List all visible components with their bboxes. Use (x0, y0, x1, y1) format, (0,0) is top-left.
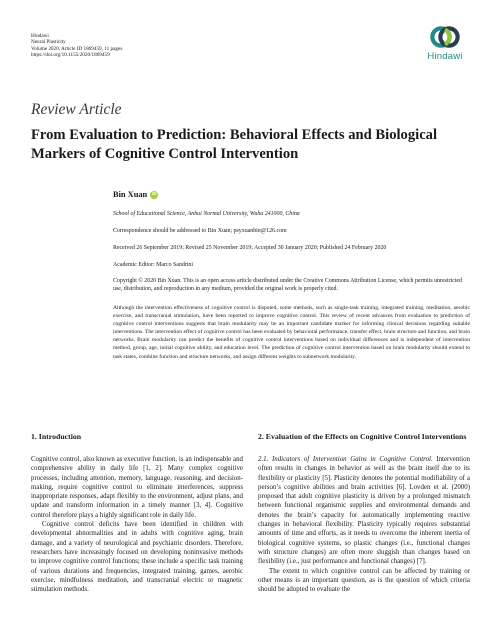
hindawi-logo-icon (430, 25, 460, 49)
section-heading-introduction: 1. Introduction (31, 432, 82, 441)
publication-dates: Received 26 September 2019; Revised 25 November 2019; Accepted 30 January 2020; Published 24 February 2020 (113, 245, 387, 251)
author-line (113, 190, 158, 199)
copyright-notice: Copyright © 2020 Bin Xuan. This is an open access article distributed under the Creative Commons Attribution License, which permits unrestricted use, distribution, and reproduction in any medium, provided the original work is properly cited. (113, 278, 462, 293)
volume-info: Volume 2020, Article ID 1869459, 11 pages (31, 45, 123, 52)
doi-link[interactable]: https://doi.org/10.1155/2020/1869459 (31, 51, 110, 58)
body-text: Intervention often results in changes in behavior as well as the brain itself due to its flexibility or plasticity [5]. Plasticity denotes the potential modifiability of a person’s cognitive abilities and brain activities [6]. Lovden et al. (2000) proposed that adult cognitive plasticity is driven by a prolonged mismatch between functional organismic supplies and environmental demands and denotes the brain’s capacity for automatically implementing reactive changes in behavioral flexibility. Plasticity typically requires substantial amounts of time and efforts, as it needs to overcome the inherent inertia of biological cognitive systems, so plastic changes (i.e., functional changes with structure changes) are often more sluggish than changes based on flexibility (i.e., just performance and functional changes) [7]. (258, 456, 470, 566)
author-name[interactable]: Bin Xuan (113, 190, 148, 199)
evaluation-column (258, 455, 470, 594)
affiliation: School of Educational Science, Anhui Normal University, Wuhu 241000, China (113, 211, 300, 217)
introduction-column (31, 455, 243, 594)
correspondence: Correspondence should be addressed to Bin Xuan; psyxuanbin@126.com (113, 228, 287, 234)
publisher-name: Hindawi (31, 33, 49, 39)
logo-text: Hindawi (427, 51, 463, 62)
body-paragraph (258, 455, 470, 567)
body-paragraph: Cognitive control deficits have been identified in children with developmental abnormalities and in adults with cognitive aging, brain damage, and a variety of neurological and psychiatric disorders. Therefore, researchers have increasingly focused on developing noninvasive methods to improve cognitive control functions; these include a specific task training of various durations and frequencies, integrated training, games, aerobic exercise, mindfulness meditation, and transcranial electric or magnetic stimulation methods. (31, 521, 243, 594)
body-paragraph: The extent to which cognitive control can be affected by training or other means is an important question, as is the question of which criteria should be adopted to evaluate the (258, 567, 470, 594)
body-paragraph: Cognitive control, also known as executive function, is an indispensable and comprehensive ability in daily life [1, 2]. Many complex cognitive processes, including attention, memory, language, reasoning, and decision-making, require cognitive control to eliminate interferences, suppress inappropriate responses, adapt flexibly to the environment, adjust plans, and update and transform information in a timely manner [3, 4]. Cognitive control therefore plays a highly significant role in daily life. (31, 456, 243, 519)
subsection-heading: 2.1. Indicators of Intervention Gains in Cognitive Control. (258, 456, 433, 463)
journal-header (31, 33, 122, 58)
article-type: Review Article (31, 101, 122, 118)
journal-name: Neural Plasticity (31, 39, 66, 46)
section-heading-evaluation: 2. Evaluation of the Effects on Cognitive Control Interventions (258, 432, 467, 441)
academic-editor: Academic Editor: Marco Sandrini (113, 262, 193, 268)
orcid-icon[interactable]: iD (151, 192, 157, 197)
hindawi-logo (421, 25, 469, 62)
abstract: Although the intervention effectiveness of cognitive control is disputed, some methods, such as single-task training, integrated training, meditation, aerobic exercise, and transcranial stimulation, have been reported to improve cognitive control. This review of recent advances from evaluation to prediction of cognitive control interventions suggests that brain modularity may be an important candidate marker for informing clinical decisions regarding suitable interventions. The intervention effect of cognitive control has been evaluated by behavioral performance, transfer effect, brain structure and function, and brain networks. Brain modularity can predict the benefits of cognitive control interventions based on individual differences and is independent of intervention method, group, age, initial cognitive ability, and education level. The prediction of cognitive control intervention based on brain modularity should extend to task states, combine function and structure networks, and assign different weights to subnetwork modularity. (113, 305, 470, 360)
article-title: From Evaluation to Prediction: Behavioral Effects and Biological Markers of Cognitive Control Intervention (31, 127, 438, 162)
